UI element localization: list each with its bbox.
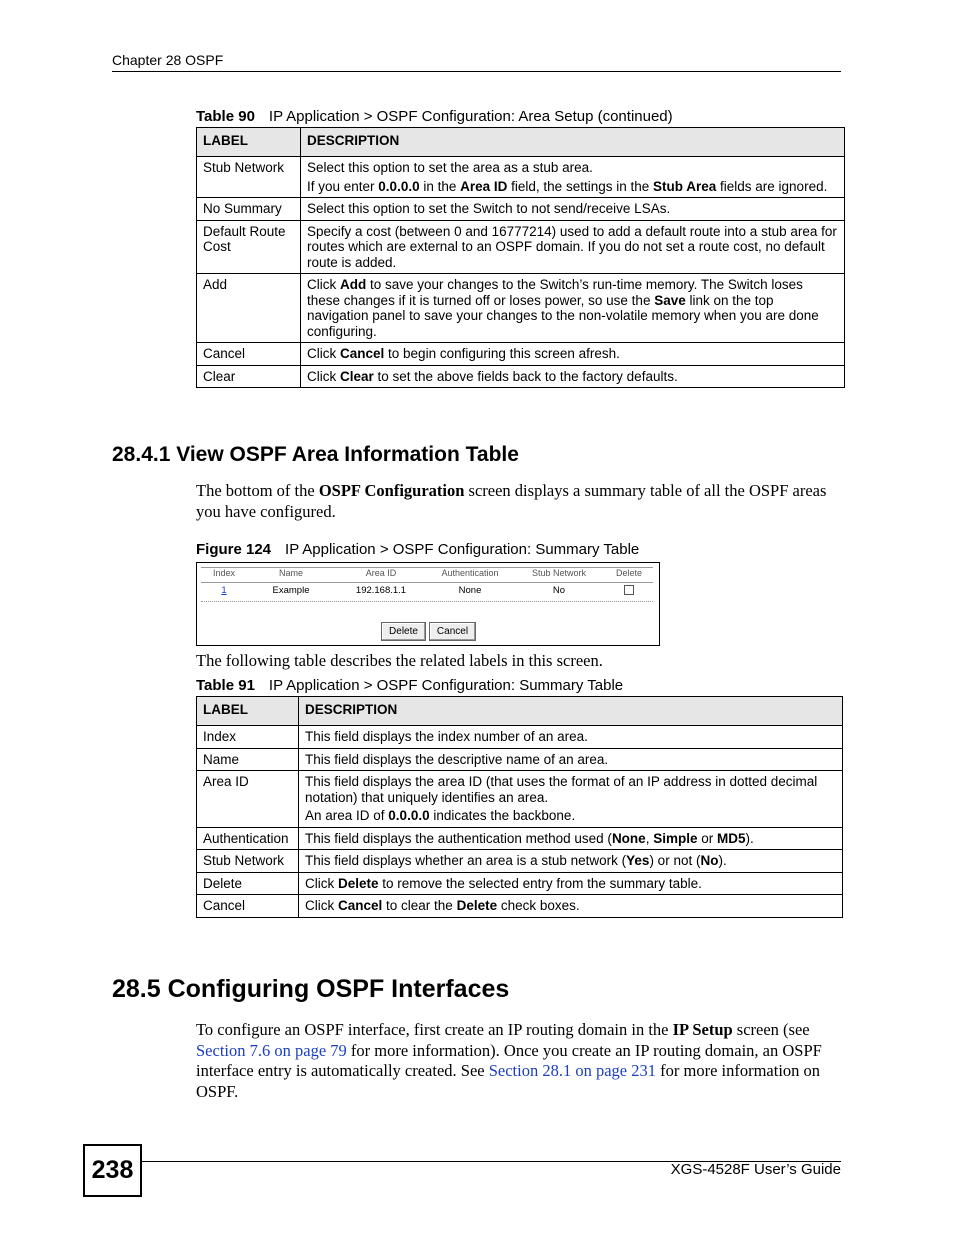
table-row <box>197 895 843 918</box>
column-description: DESCRIPTION <box>299 697 843 726</box>
row-label: No Summary <box>197 198 301 221</box>
page-number: 238 <box>83 1144 142 1197</box>
table-row <box>197 726 843 749</box>
table-row <box>197 748 843 771</box>
figure-124-title: IP Application > OSPF Configuration: Summary Table <box>285 541 640 558</box>
section-heading-28-5: 28.5 Configuring OSPF Interfaces <box>112 975 510 1003</box>
row-description: This field displays whether an area is a stub network (Yes) or not (No). <box>299 850 843 873</box>
row-label: Default Route Cost <box>197 220 301 274</box>
table-91-number: Table 91 <box>196 677 255 694</box>
table-row <box>197 343 845 366</box>
row-description: Specify a cost (between 0 and 16777214) used to add a default route into a stub area for routes which are external to an OSPF domain. If you do not set a route cost, no default route is added. <box>301 220 845 274</box>
row-label: Name <box>197 748 299 771</box>
table-row <box>197 850 843 873</box>
section-28-5-paragraph: To configure an OSPF interface, first create an IP routing domain in the IP Setup screen (see Section 7.6 on page 79 for more information). Once you create an IP routing domain, an OSPF interface entry is automatically created. See Section 28.1 on page 231 for more information on OSPF. <box>196 1020 822 1101</box>
table-row <box>197 198 845 221</box>
row-description: Select this option to set the area as a stub area. If you enter 0.0.0.0 in the Area ID field, the settings in the Stub Area fields are ignored. <box>301 157 845 198</box>
table-90 <box>196 127 845 388</box>
row-authentication: None <box>458 585 482 596</box>
table-row <box>197 157 845 198</box>
table-90-number: Table 90 <box>196 108 255 125</box>
row-stub-network: No <box>552 585 566 596</box>
figure-124-number: Figure 124 <box>196 541 272 558</box>
chapter-header: Chapter 28 OSPF <box>112 52 224 68</box>
figure-124-caption <box>196 541 639 558</box>
column-description: DESCRIPTION <box>301 128 845 157</box>
row-description: This field displays the authentication method used (None, Simple or MD5). <box>299 827 843 850</box>
following-table-text: The following table describes the related labels in this screen. <box>196 651 603 670</box>
section-28-1-link[interactable]: Section 28.1 on page 231 <box>488 1061 656 1080</box>
header-rule <box>112 71 841 72</box>
row-description: Click Clear to set the above fields back to the factory defaults. <box>301 365 845 388</box>
row-description: Click Cancel to begin configuring this screen afresh. <box>301 343 845 366</box>
row-label: Stub Network <box>197 850 299 873</box>
row-label: Cancel <box>197 895 299 918</box>
table-91-caption <box>196 677 623 694</box>
summary-table-row <box>201 585 653 599</box>
header-authentication: Authentication <box>441 568 499 578</box>
delete-button[interactable]: Delete <box>381 622 426 641</box>
row-label: Area ID <box>197 771 299 828</box>
table-91-title: IP Application > OSPF Configuration: Summary Table <box>268 677 624 694</box>
row-description: Click Add to save your changes to the Switch’s run-time memory. The Switch loses these changes if it is turned off or loses power, so use the Save link on the top navigation panel to save your changes to the non-volatile memory when you are done configuring. <box>301 274 845 343</box>
table-row <box>197 274 845 343</box>
header-name: Name <box>278 568 303 578</box>
table-row <box>197 872 843 895</box>
table-row <box>197 220 845 274</box>
table-90-caption <box>196 108 673 125</box>
figure-row-rule <box>201 601 653 602</box>
cancel-button[interactable]: Cancel <box>429 622 476 641</box>
header-area-id: Area ID <box>365 568 397 578</box>
row-name: Example <box>272 585 310 596</box>
header-index: Index <box>212 568 236 578</box>
table-header-row <box>197 128 845 157</box>
row-label: Cancel <box>197 343 301 366</box>
row-label: Authentication <box>197 827 299 850</box>
section-7-6-link[interactable]: Section 7.6 on page 79 <box>196 1040 347 1060</box>
section-heading-28-4-1: 28.4.1 View OSPF Area Information Table <box>112 443 519 466</box>
header-delete: Delete <box>615 568 642 578</box>
row-description: This field displays the area ID (that uses the format of an IP address in dotted decimal notation) that uniquely identifies an area. An area ID of 0.0.0.0 indicates the backbone. <box>299 771 843 828</box>
row-description: This field displays the index number of an area. <box>299 726 843 749</box>
summary-table-header <box>201 568 653 582</box>
section-28-4-1-paragraph: The bottom of the OSPF Configuration screen displays a summary table of all the OSPF areas you have configured. <box>196 481 827 521</box>
row-label: Clear <box>197 365 301 388</box>
header-stub-network: Stub Network <box>531 568 587 578</box>
table-90-title: IP Application > OSPF Configuration: Area Setup (continued) <box>268 108 673 125</box>
row-label: Delete <box>197 872 299 895</box>
row-description: Click Cancel to clear the Delete check boxes. <box>299 895 843 918</box>
figure-124-screenshot <box>196 562 660 646</box>
row-description: Select this option to set the Switch to not send/receive LSAs. <box>301 198 845 221</box>
guide-title: XGS-4528F User’s Guide <box>670 1161 841 1178</box>
table-header-row <box>197 697 843 726</box>
delete-checkbox[interactable] <box>624 585 634 595</box>
table-row <box>197 827 843 850</box>
row-label: Add <box>197 274 301 343</box>
row-label: Index <box>197 726 299 749</box>
table-row <box>197 365 845 388</box>
row-description: This field displays the descriptive name of an area. <box>299 748 843 771</box>
row-description: Click Delete to remove the selected entry from the summary table. <box>299 872 843 895</box>
table-91 <box>196 696 843 918</box>
row-area-id: 192.168.1.1 <box>355 585 407 596</box>
column-label: LABEL <box>197 128 301 157</box>
figure-header-rule <box>201 582 653 583</box>
table-row <box>197 771 843 828</box>
index-link[interactable]: 1 <box>221 585 227 596</box>
row-label: Stub Network <box>197 157 301 198</box>
column-label: LABEL <box>197 697 299 726</box>
